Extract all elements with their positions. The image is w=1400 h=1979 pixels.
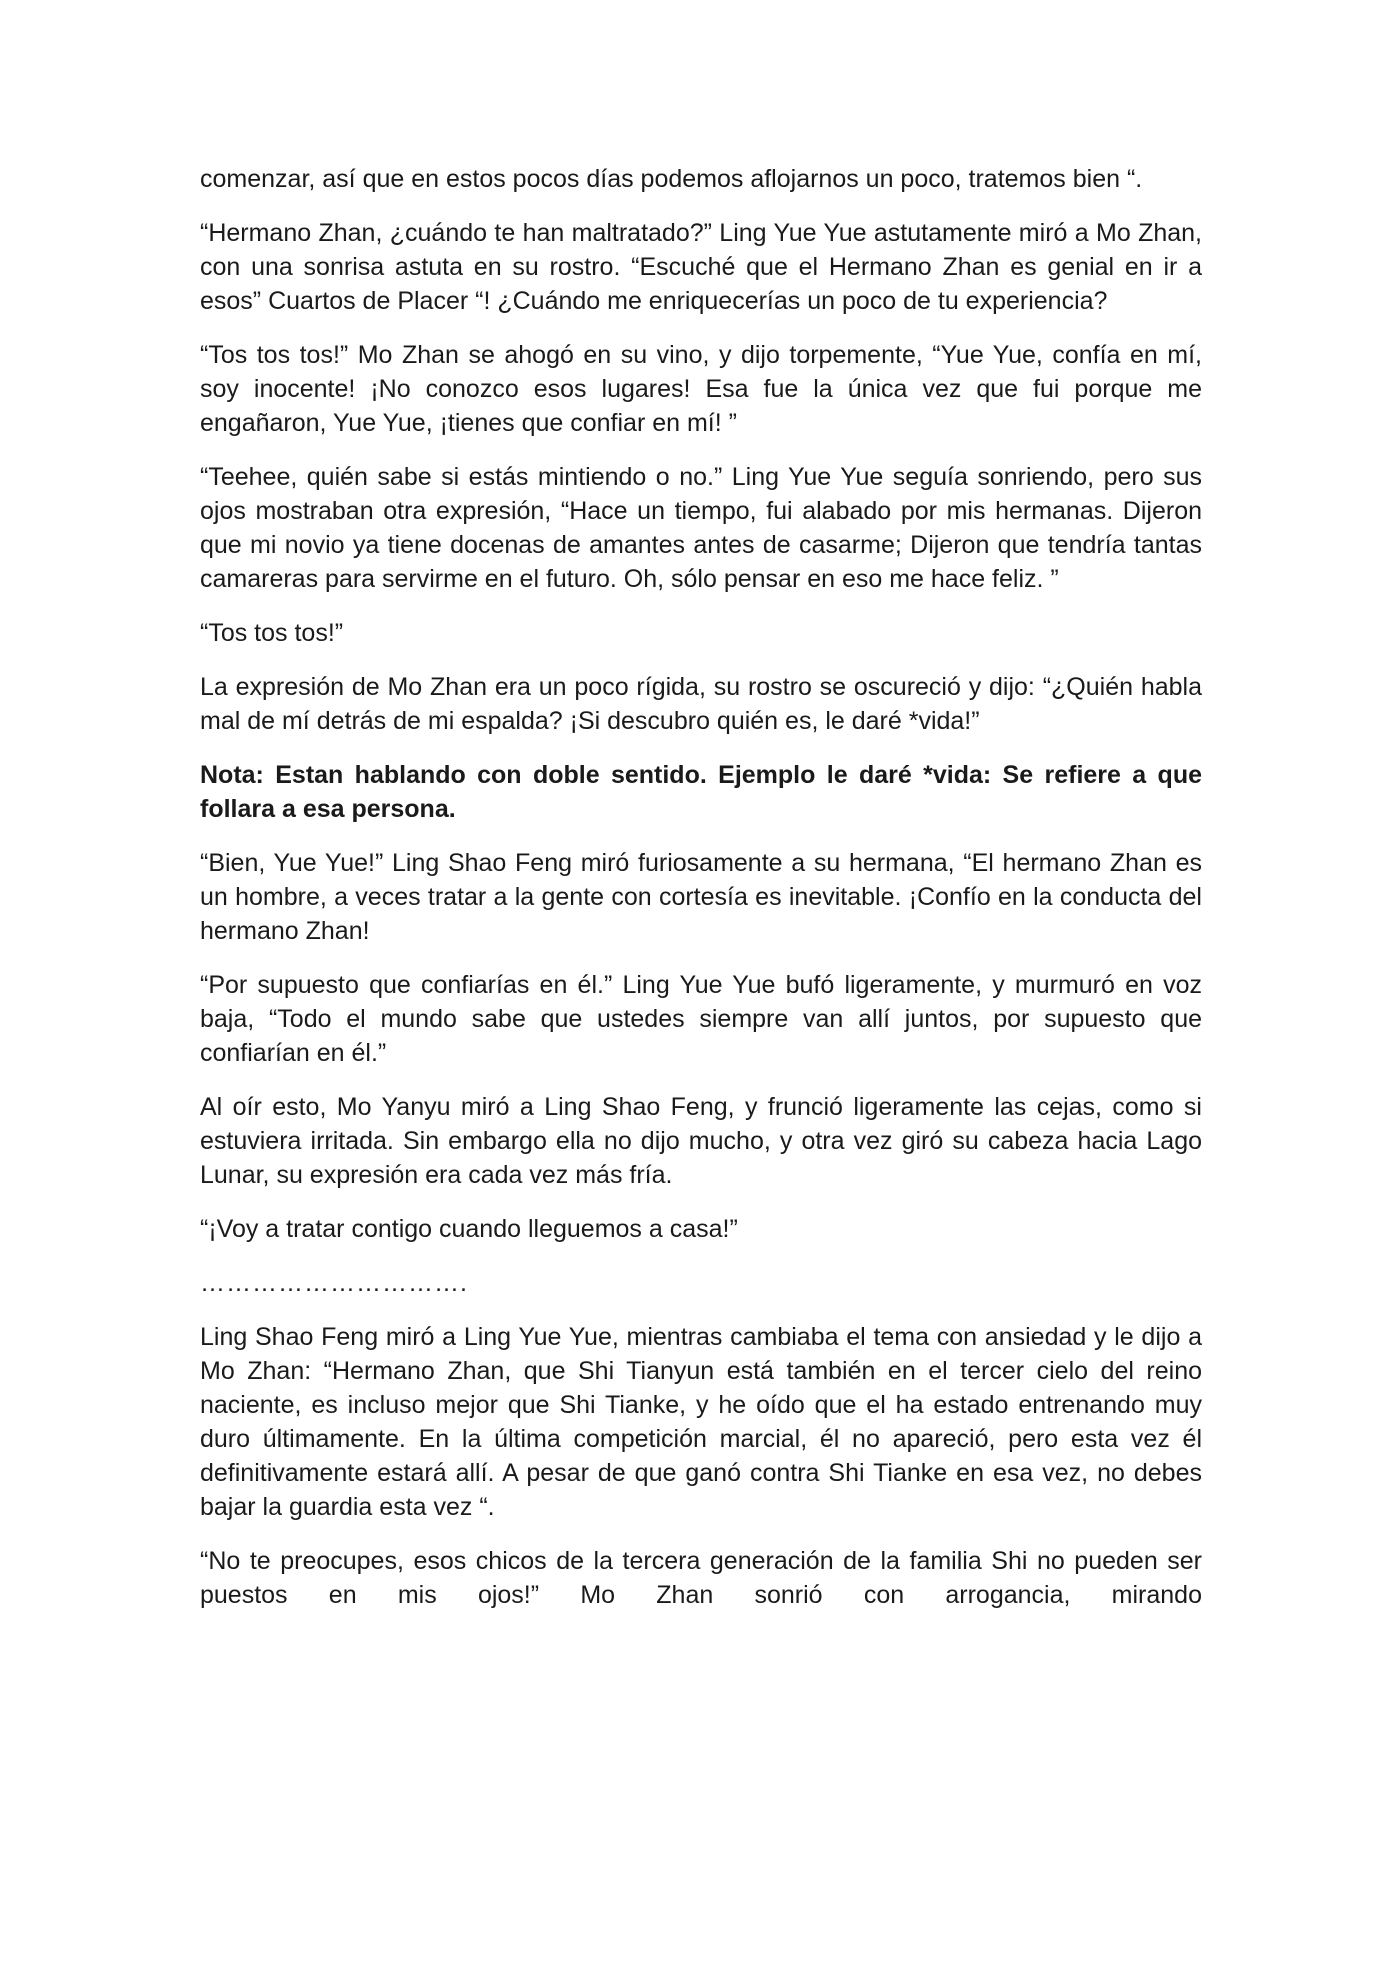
paragraph: “Por supuesto que confiarías en él.” Ling Yue Yue bufó ligeramente, y murmuró en voz baja, “Todo el mundo sabe que ustedes siempre van allí juntos, por supuesto que confiarían en él.” — [200, 971, 1202, 1067]
paragraph: “¡Voy a tratar contigo cuando lleguemos a casa!” — [200, 1215, 738, 1243]
paragraph: Ling Shao Feng miró a Ling Yue Yue, mientras cambiaba el tema con ansiedad y le dijo a Mo Zhan: “Hermano Zhan, que Shi Tianyun está también en el tercer cielo del reino naciente, es incluso mejor que Shi Tianke, y he oído que el ha estado entrenando muy duro últimamente. En la última competición marcial, él no apareció, pero esta vez él definitivamente estará allí. A pesar de que ganó contra Shi Tianke en esa vez, no debes bajar la guardia esta vez “. — [200, 1323, 1202, 1521]
paragraph: Al oír esto, Mo Yanyu miró a Ling Shao Feng, y frunció ligeramente las cejas, como si estuviera irritada. Sin embargo ella no dijo mucho, y otra vez giró su cabeza hacia Lago Lunar, su expresión era cada vez más fría. — [200, 1093, 1202, 1189]
paragraph: “Teehee, quién sabe si estás mintiendo o no.” Ling Yue Yue seguía sonriendo, pero sus ojos mostraban otra expresión, “Hace un tiempo, fui alabado por mis hermanas. Dijeron que mi novio ya tiene docenas de amantes antes de casarme; Dijeron que tendría tantas camareras para servirme en el futuro. Oh, sólo pensar en eso me hace feliz. ” — [200, 463, 1202, 593]
paragraph: “Tos tos tos!” Mo Zhan se ahogó en su vino, y dijo torpemente, “Yue Yue, confía en mí, soy inocente! ¡No conozco esos lugares! Esa fue la única vez que fui porque me engañaron, Yue Yue, ¡tienes que confiar en mí! ” — [200, 341, 1202, 437]
document-body — [200, 162, 1202, 1632]
paragraph: “Hermano Zhan, ¿cuándo te han maltratado?” Ling Yue Yue astutamente miró a Mo Zhan, con una sonrisa astuta en su rostro. “Escuché que el Hermano Zhan es genial en ir a esos” Cuartos de Placer “! ¿Cuándo me enriquecerías un poco de tu experiencia? — [200, 219, 1202, 315]
scene-separator: …………………………. — [200, 1269, 468, 1297]
translator-note: Nota: Estan hablando con doble sentido. Ejemplo le daré *vida: Se refiere a que follara a esa persona. — [200, 761, 1202, 823]
paragraph: “Tos tos tos!” — [200, 619, 344, 647]
paragraph: “No te preocupes, esos chicos de la tercera generación de la familia Shi no pueden ser puestos en mis ojos!” Mo Zhan sonrió con arrogancia, mirando — [200, 1547, 1202, 1609]
paragraph: “Bien, Yue Yue!” Ling Shao Feng miró furiosamente a su hermana, “El hermano Zhan es un hombre, a veces tratar a la gente con cortesía es inevitable. ¡Confío en la conducta del hermano Zhan! — [200, 849, 1202, 945]
paragraph: La expresión de Mo Zhan era un poco rígida, su rostro se oscureció y dijo: “¿Quién habla mal de mí detrás de mi espalda? ¡Si descubro quién es, le daré *vida!” — [200, 673, 1202, 735]
paragraph: comenzar, así que en estos pocos días podemos aflojarnos un poco, tratemos bien “. — [200, 165, 1143, 193]
